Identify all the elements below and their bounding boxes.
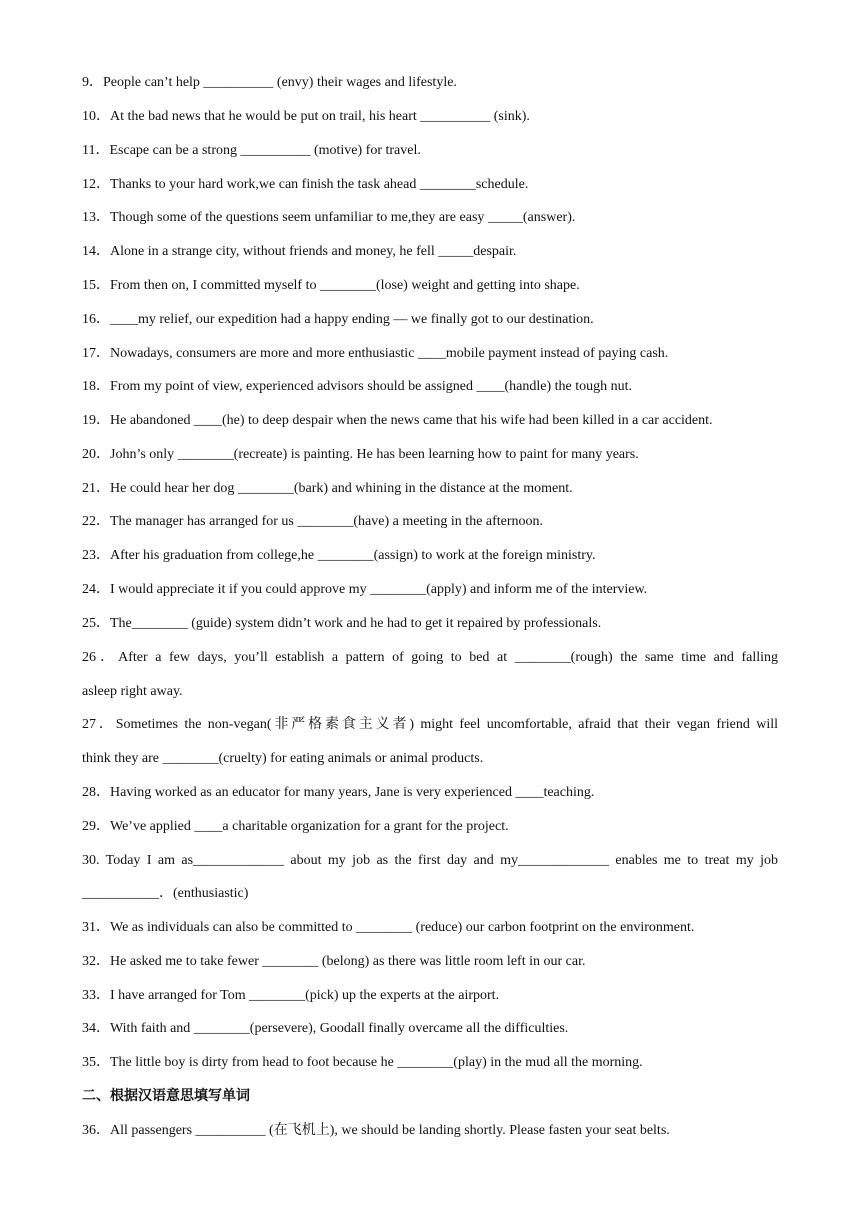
- section-heading: 二、根据汉语意思填写单词: [82, 1089, 250, 1104]
- question-19: 19．He abandoned ____(he) to deep despair when the news came that his wife had been killed in a car accident.: [82, 413, 713, 428]
- question-16: 16．____my relief, our expedition had a happy ending — we finally got to our destination.: [82, 312, 594, 327]
- question-9: 9．People can’t help __________ (envy) their wages and lifestyle.: [82, 75, 457, 90]
- question-22: 22．The manager has arranged for us ________(have) a meeting in the afternoon.: [82, 514, 544, 529]
- question-36: 36．All passengers __________ (在飞机上), we should be landing shortly. Please fasten your seat belts.: [82, 1123, 670, 1138]
- question-15: 15．From then on, I committed myself to ________(lose) weight and getting into shape.: [82, 278, 580, 293]
- question-27-continued: think they are ________(cruelty) for eating animals or animal products.: [82, 751, 484, 766]
- question-30: 30. Today I am as_____________ about my job as the first day and my_____________ enables me to treat my job: [82, 853, 778, 868]
- question-23: 23．After his graduation from college,he ________(assign) to work at the foreign ministry.: [82, 548, 596, 563]
- question-31: 31．We as individuals can also be committed to ________ (reduce) our carbon footprint on the environment.: [82, 920, 695, 935]
- question-10: 10．At the bad news that he would be put on trail, his heart __________ (sink).: [82, 109, 530, 124]
- question-11: 11．Escape can be a strong __________ (motive) for travel.: [82, 143, 421, 158]
- question-35: 35．The little boy is dirty from head to foot because he ________(play) in the mud all the morning.: [82, 1055, 643, 1070]
- question-27: 27．Sometimes the non-vegan(非严格素食主义者) might feel uncomfortable, afraid that their vegan friend will: [82, 717, 778, 732]
- question-25: 25．The________ (guide) system didn’t work and he had to get it repaired by professionals.: [82, 616, 602, 631]
- question-12: 12．Thanks to your hard work,we can finish the task ahead ________schedule.: [82, 177, 529, 192]
- question-13: 13．Though some of the questions seem unfamiliar to me,they are easy _____(answer).: [82, 210, 576, 225]
- question-17: 17．Nowadays, consumers are more and more enthusiastic ____mobile payment instead of paying cash.: [82, 346, 669, 361]
- question-33: 33．I have arranged for Tom ________(pick) up the experts at the airport.: [82, 988, 500, 1003]
- question-26-continued: asleep right away.: [82, 684, 183, 699]
- question-24: 24．I would appreciate it if you could approve my ________(apply) and inform me of the interview.: [82, 582, 648, 597]
- question-26: 26．After a few days, you’ll establish a pattern of going to bed at ________(rough) the same time and falling: [82, 650, 778, 665]
- question-30-continued: ___________．(enthusiastic): [82, 886, 249, 901]
- question-29: 29．We’ve applied ____a charitable organization for a grant for the project.: [82, 819, 509, 834]
- question-14: 14．Alone in a strange city, without friends and money, he fell _____despair.: [82, 244, 517, 259]
- question-34: 34．With faith and ________(persevere), Goodall finally overcame all the difficulties.: [82, 1021, 569, 1036]
- question-32: 32．He asked me to take fewer ________ (belong) as there was little room left in our car.: [82, 954, 586, 969]
- question-28: 28．Having worked as an educator for many years, Jane is very experienced ____teaching.: [82, 785, 595, 800]
- question-18: 18．From my point of view, experienced advisors should be assigned ____(handle) the tough nut.: [82, 379, 633, 394]
- question-20: 20．John’s only ________(recreate) is painting. He has been learning how to paint for many years.: [82, 447, 639, 462]
- question-21: 21．He could hear her dog ________(bark) and whining in the distance at the moment.: [82, 481, 573, 496]
